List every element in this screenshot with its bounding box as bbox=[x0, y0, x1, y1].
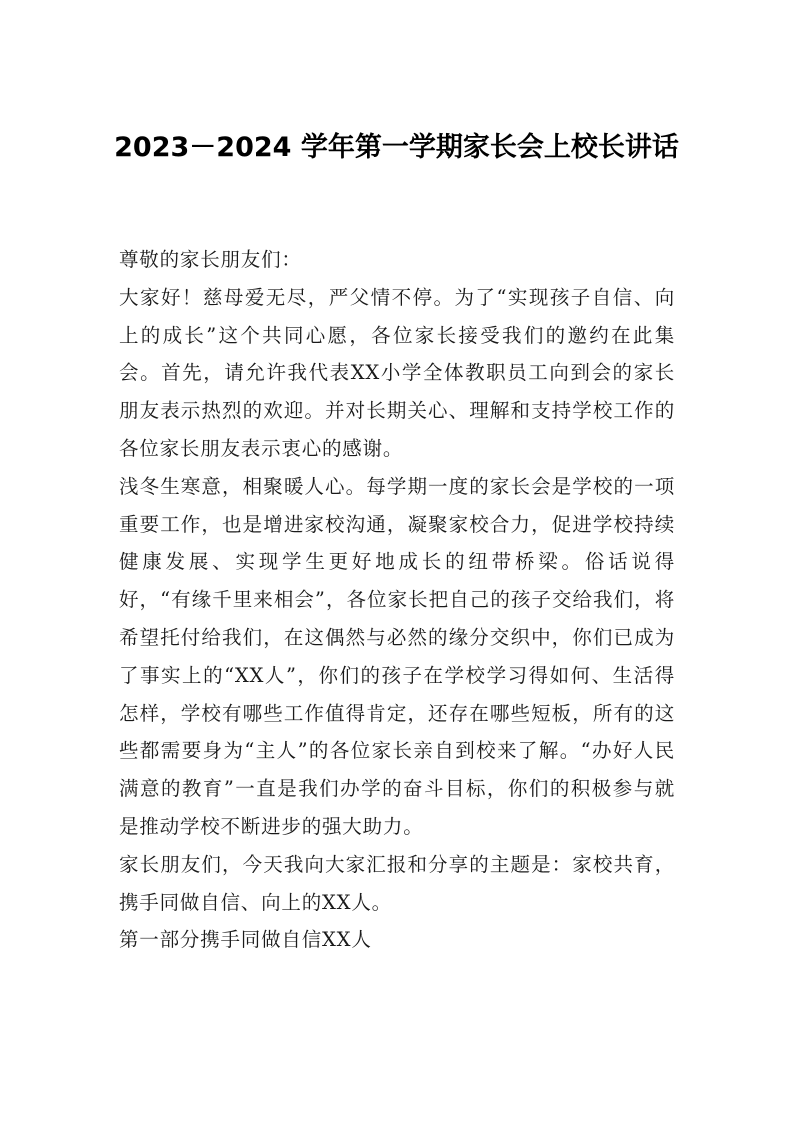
body-paragraph: 浅冬生寒意，相聚暖人心。每学期一度的家长会是学校的一项重要工作，也是增进家校沟通，凝聚家校合力，促进学校持续健康发展、实现学生更好地成长的纽带桥梁。俗话说得好，“有缘千里来相会”，各位家长把自己的孩子交给我们，将希望托付给我们，在这偶然与必然的缘分交织中，你们已成为了事实上的“XX人”，你们的孩子在学校学习得如何、生活得怎样，学校有哪些工作值得肯定，还存在哪些短板，所有的这些都需要身为“主人”的各位家长亲自到校来了解。“办好人民满意的教育”一直是我们办学的奋斗目标，你们的积极参与就是推动学校不断进步的强大助力。 bbox=[119, 474, 675, 838]
document-body bbox=[119, 241, 675, 959]
section-heading: 第一部分携手同做自信XX人 bbox=[119, 928, 372, 952]
theme-paragraph: 家长朋友们，今天我向大家汇报和分享的主题是：家校共育，携手同做自信、向上的XX人。 bbox=[119, 852, 675, 914]
greeting-paragraph: 大家好！慈母爱无尽，严父情不停。为了“实现孩子自信、向上的成长”这个共同心愿，各位家长接受我们的邀约在此集会。首先，请允许我代表XX小学全体教职员工向到会的家长朋友表示热烈的欢迎。并对长期关心、理解和支持学校工作的各位家长朋友表示衷心的感谢。 bbox=[119, 285, 675, 460]
salutation-paragraph: 尊敬的家长朋友们： bbox=[119, 248, 302, 271]
document-title: 2023－2024 学年第一学期家长会上校长讲话 bbox=[114, 132, 679, 163]
